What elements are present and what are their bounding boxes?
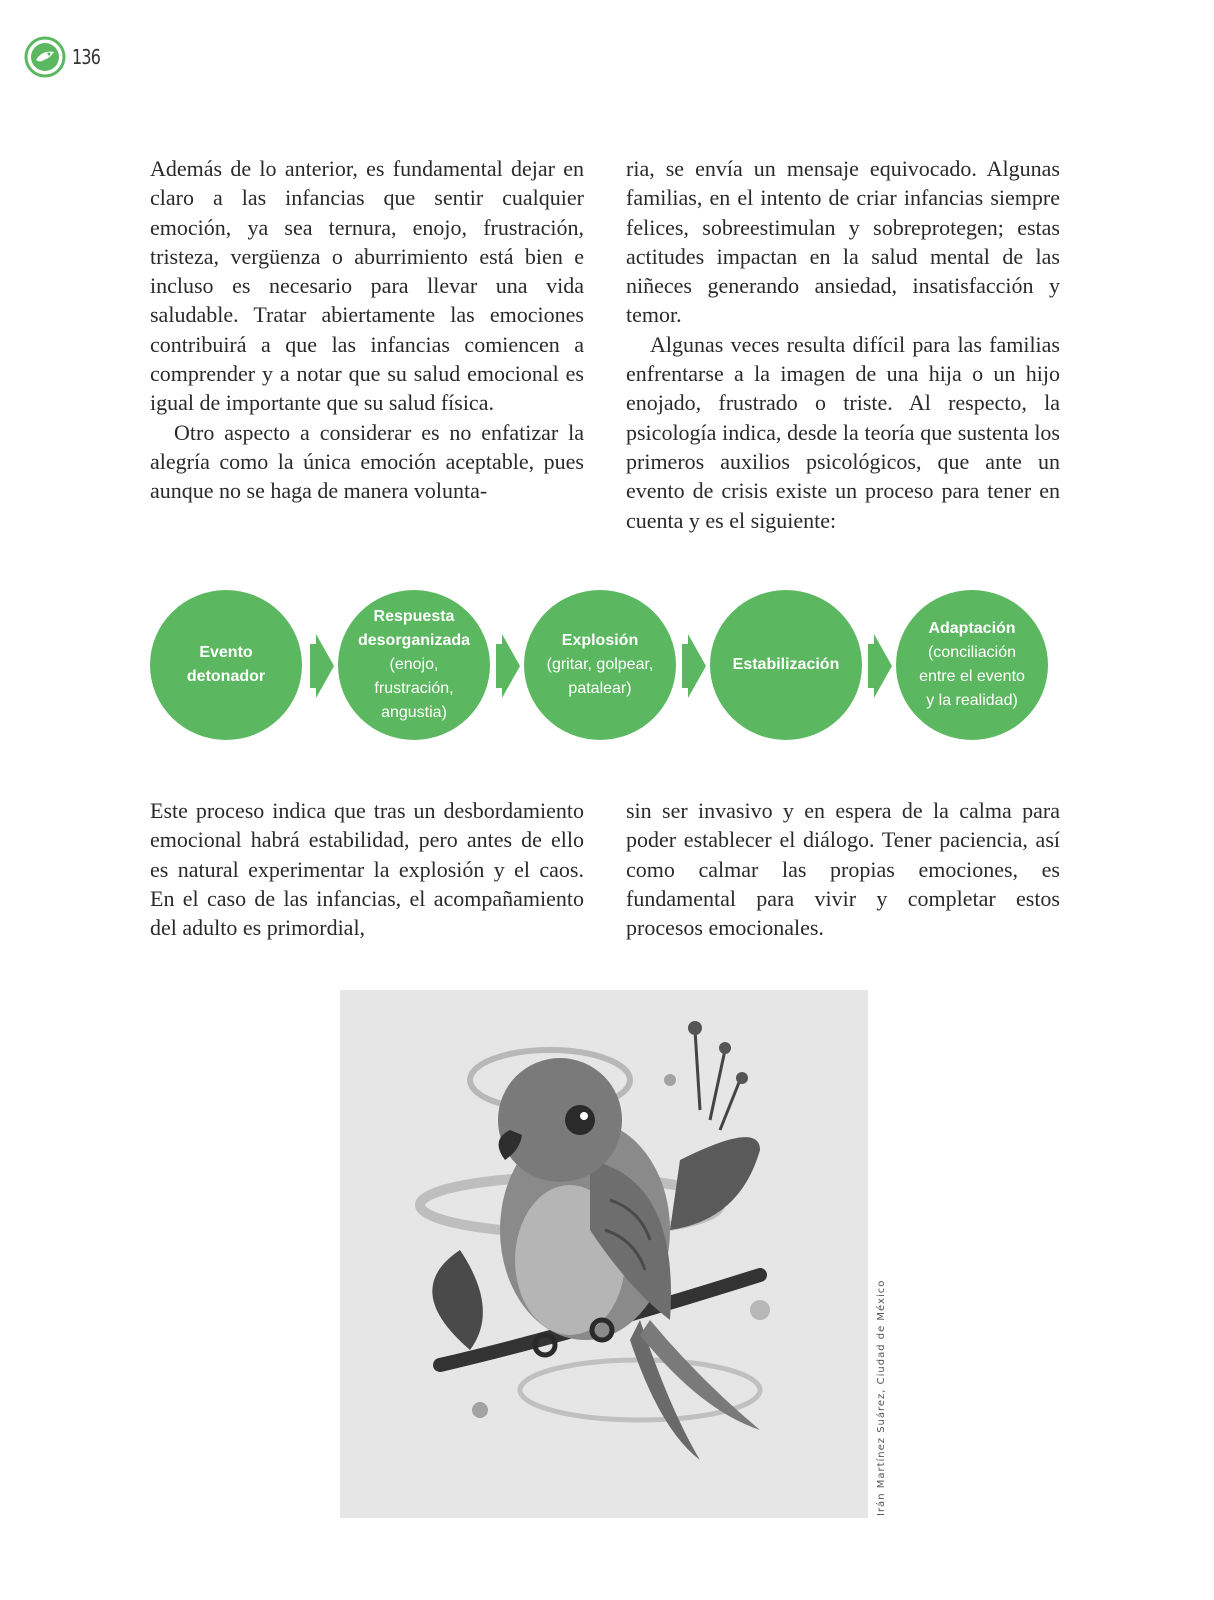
text-column-right	[626, 796, 1060, 942]
paragraph: ria, se envía un mensaje equivocado. Algunas familias, en el intento de criar infancias siempre felices, sobreestimulan y sobreprotegen; estas actitudes impactan en la salud mental de las niñeces generando ansiedad, insatisfacción y temor.	[626, 156, 1060, 328]
step-title: Estabilización	[732, 656, 840, 673]
step-detail: (enojo, frustración, angustia)	[374, 656, 454, 721]
paragraph: Algunas veces resulta difícil para las familias enfrentarse a la imagen de una hija o un hijo enojado, frustrado o triste. Al respecto, la psicología indica, desde la teoría que sustenta los primeros auxilios psicológicos, que ante un evento de crisis existe un proceso para tener en cuenta y es el siguiente:	[626, 331, 1060, 533]
paragraph: Este proceso indica que tras un desbordamiento emocional habrá estabilidad, pero antes de ello es natural experimentar la explosión y el caos. En el caso de las infancias, el acompañamiento del adulto es primordial,	[150, 798, 584, 941]
step-detail: (conciliación entre el evento y la realidad)	[919, 644, 1025, 709]
paragraph: Además de lo anterior, es fundamental dejar en claro a las infancias que sentir cualquier emoción, ya sea ternura, enojo, frustración, tristeza, vergüenza o aburrimiento está bien e incluso es necesario para llevar una vida saludable. Tratar abiertamente las emociones contribuirá a que las infancias comiencen a comprender y a notar que su salud emocional es igual de importante que su salud física.	[150, 156, 584, 416]
text-column-left	[150, 154, 584, 535]
flow-step-5	[896, 590, 1048, 740]
text-column-right	[626, 154, 1060, 535]
arrow-right-icon	[316, 634, 334, 698]
emblem-icon	[24, 36, 66, 78]
step-title: Adaptación	[928, 620, 1016, 637]
arrow-right-icon	[502, 634, 520, 698]
step-title: Respuesta desorganizada	[357, 608, 471, 649]
conclusion-text	[150, 796, 1060, 942]
flow-step-2	[338, 590, 490, 740]
intro-text	[150, 154, 1060, 535]
bird-illustration	[340, 990, 868, 1518]
paragraph: Otro aspecto a considerar es no enfatizar la alegría como la única emoción aceptable, pues aunque no se haga de manera volunta-	[150, 419, 584, 504]
arrow-right-icon	[688, 634, 706, 698]
bird-drawing	[340, 990, 868, 1518]
page-header	[24, 36, 107, 78]
flow-step-4	[710, 590, 862, 740]
paragraph: sin ser invasivo y en espera de la calma para poder establecer el diálogo. Tener paciencia, así como calmar las propias emociones, es fundamental para vivir y completar estos procesos emocionales.	[626, 798, 1060, 941]
step-title: Explosión	[561, 632, 639, 649]
page-number: 136	[72, 45, 101, 69]
step-title: Evento detonador	[186, 644, 266, 685]
flow-step-1	[150, 590, 302, 740]
step-detail: (gritar, golpear, patalear)	[546, 656, 654, 697]
text-column-left	[150, 796, 584, 942]
illustration-credit: Irán Martínez Suárez, Ciudad de México	[876, 1279, 887, 1516]
crisis-process-diagram	[150, 590, 1060, 740]
arrow-right-icon	[874, 634, 892, 698]
flow-step-3	[524, 590, 676, 740]
